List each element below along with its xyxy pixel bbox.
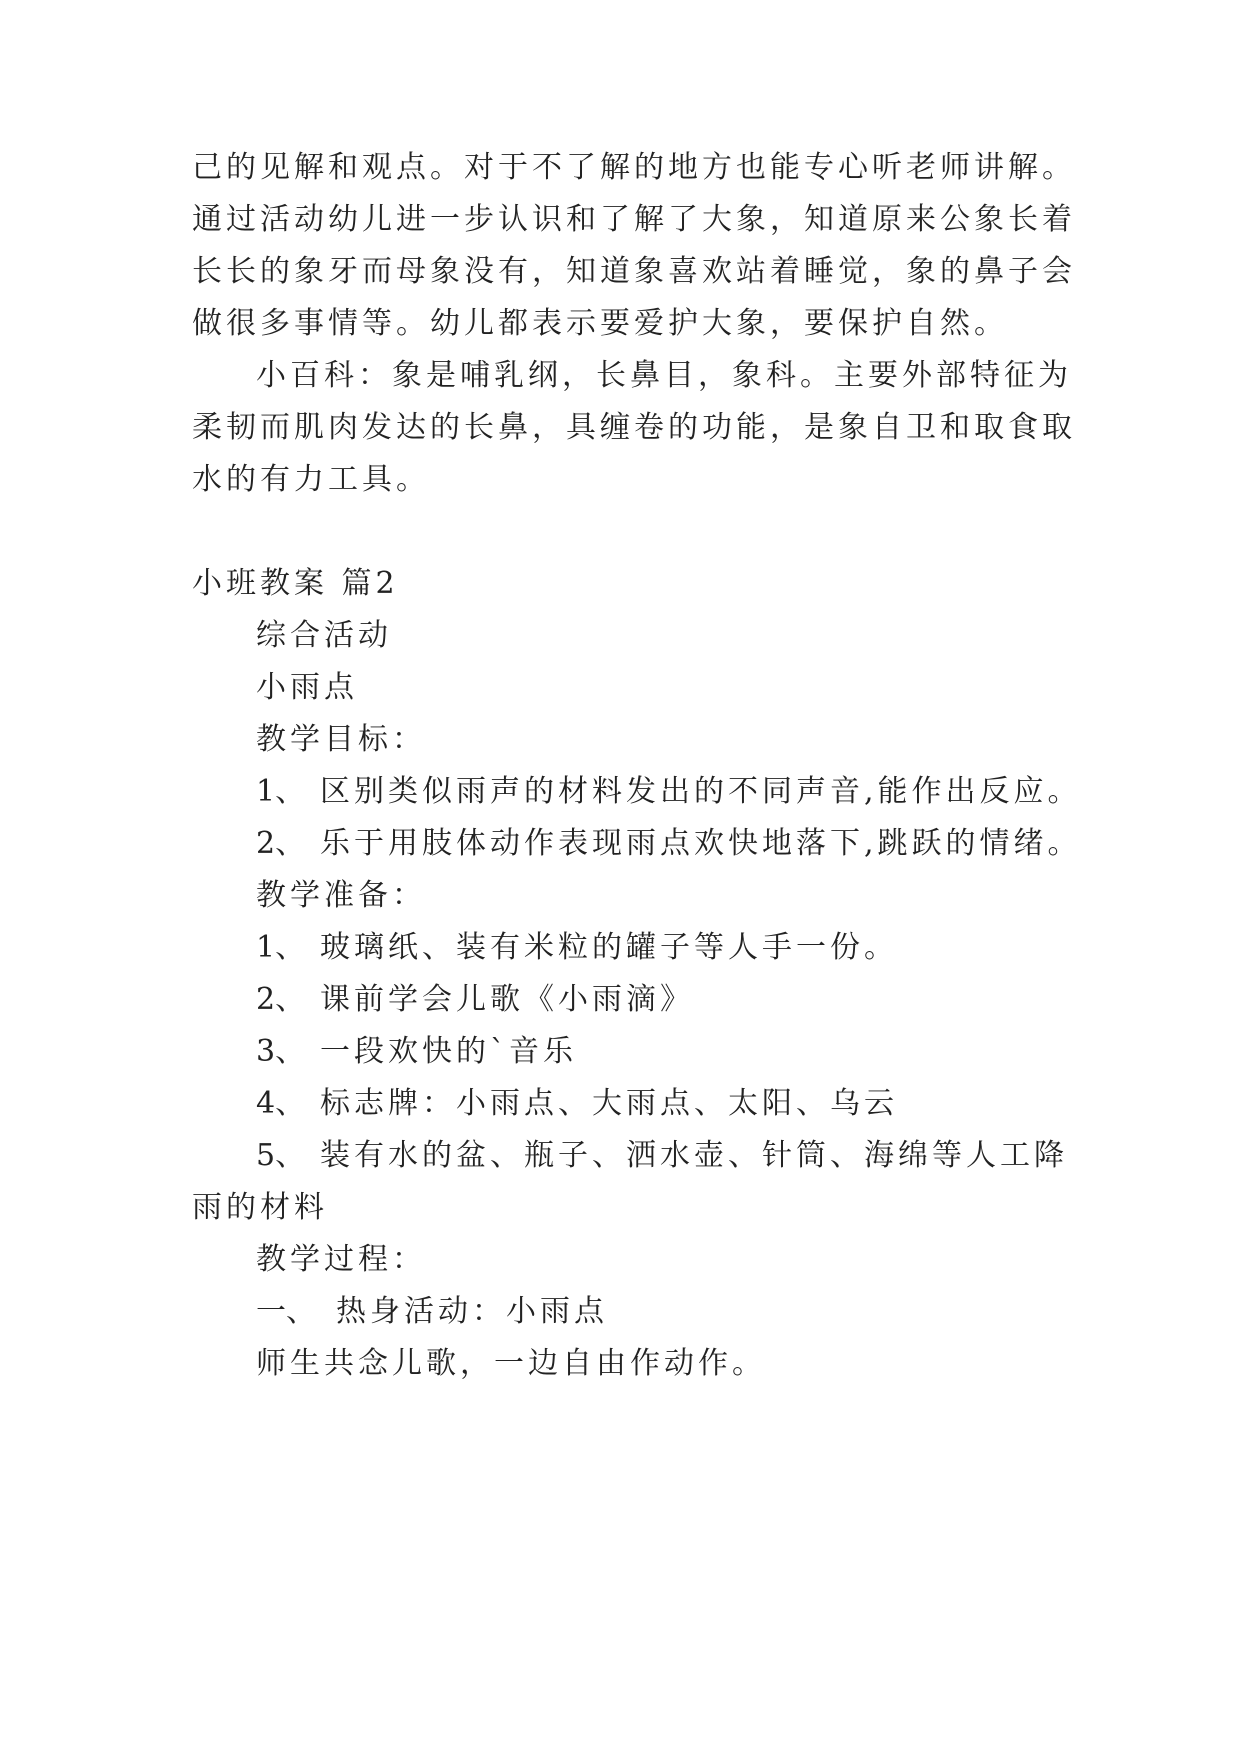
list-item — [256, 1138, 1068, 1174]
process-heading: 教学过程： — [256, 1242, 426, 1277]
paragraph-line: 做很多事情等。幼儿都表示要爱护大象，要保护自然。 — [192, 306, 1008, 341]
activity-type: 综合活动 — [256, 618, 392, 653]
list-item — [256, 774, 1082, 810]
goals-heading: 教学目标： — [256, 722, 426, 757]
preparation-heading: 教学准备： — [256, 878, 426, 913]
paragraph-line: 己的见解和观点。对于不了解的地方也能专心听老师讲解。 — [192, 150, 1076, 185]
list-item — [256, 1086, 898, 1122]
paragraph-line: 师生共念儿歌，一边自由作动作。 — [256, 1346, 766, 1381]
paragraph-line: 长长的象牙而母象没有，知道象喜欢站着睡觉，象的鼻子会 — [192, 254, 1076, 289]
list-item — [256, 982, 694, 1018]
list-item-text: 标志牌：小雨点、大雨点、太阳、乌云 — [320, 1086, 898, 1121]
list-item-number: 1、 — [256, 774, 306, 809]
list-item-text: 热身活动：小雨点 — [336, 1294, 608, 1329]
list-item — [256, 1034, 577, 1070]
list-item-text: 玻璃纸、装有米粒的罐子等人手一份。 — [320, 930, 898, 965]
list-item-number: 3、 — [256, 1034, 306, 1069]
list-item — [256, 826, 1082, 862]
section-title: 小班教案 篇2 — [192, 566, 399, 601]
paragraph-line: 水的有力工具。 — [192, 462, 430, 497]
list-item-text: 装有水的盆、瓶子、洒水壶、针筒、海绵等人工降 — [320, 1138, 1068, 1173]
paragraph-line: 通过活动幼儿进一步认识和了解了大象，知道原来公象长着 — [192, 202, 1076, 237]
activity-name: 小雨点 — [256, 670, 358, 705]
list-item-number: 4、 — [256, 1086, 306, 1121]
paragraph-line: 小百科：象是哺乳纲，长鼻目，象科。主要外部特征为 — [256, 358, 1072, 393]
list-item-text: 课前学会儿歌《小雨滴》 — [320, 982, 694, 1017]
list-item-text: 区别类似雨声的材料发出的不同声音,能作出反应。 — [320, 774, 1082, 809]
list-item-text: 一段欢快的`音乐 — [320, 1034, 577, 1069]
list-item-text: 乐于用肢体动作表现雨点欢快地落下,跳跃的情绪。 — [320, 826, 1082, 861]
list-item-number: 2、 — [256, 982, 306, 1017]
list-item-number: 1、 — [256, 930, 306, 965]
list-item-number: 5、 — [256, 1138, 306, 1173]
list-item — [256, 1294, 608, 1330]
list-item — [256, 930, 898, 966]
list-item-continuation: 雨的材料 — [192, 1190, 328, 1225]
list-item-number: 一、 — [256, 1294, 316, 1329]
paragraph-line: 柔韧而肌肉发达的长鼻，具缠卷的功能，是象自卫和取食取 — [192, 410, 1076, 445]
list-item-number: 2、 — [256, 826, 306, 861]
